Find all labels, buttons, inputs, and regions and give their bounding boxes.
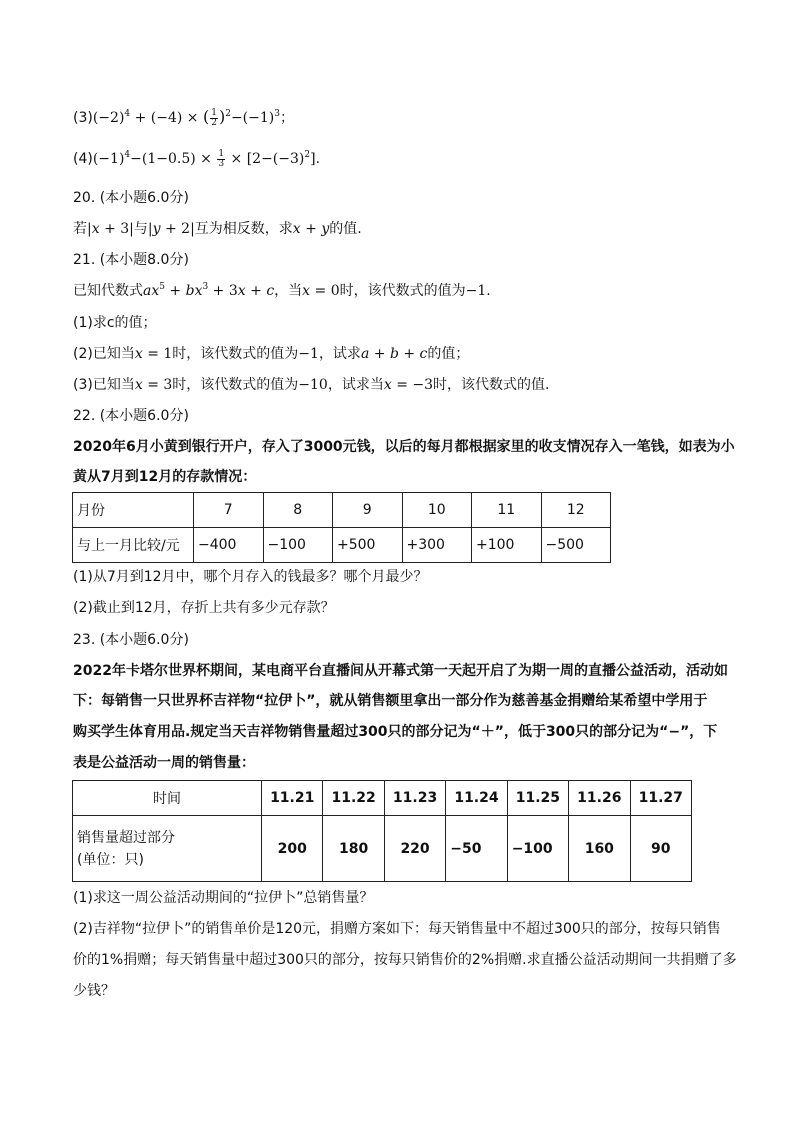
table-cell: −50 [446,816,507,882]
table-cell: 与上一月比较/元 [73,528,194,563]
table-cell: −500 [541,528,611,563]
text: 互为相反数，求 [194,221,293,237]
table-cell: 160 [569,816,630,882]
q20-header: 20. (本小题6.0分) [73,190,189,206]
table-cell: 7 [194,493,264,528]
table-row [73,816,692,882]
q21-sub1: (1)求c的值； [73,315,157,331]
table-cell: 11.27 [630,781,691,816]
table-cell: 200 [262,816,323,882]
text: ，试求当 [327,377,384,393]
table-cell: −100 [507,816,568,882]
part-label: (3) [73,110,93,126]
q23-line1: 2022年卡塔尔世界杯期间，某电商平台直播间从开幕式第一天起开启了为期一周的直播公益活动，活动如 [73,663,728,679]
table-cell [73,816,262,882]
q23-table [72,780,692,882]
table-cell: +300 [402,528,472,563]
table-cell: 11.26 [569,781,630,816]
q22-sub1: (1)从7月到12月中，哪个月存入的钱最多？哪个月最少？ [73,569,428,585]
q19-part3: $(3)(-2)^4 + (-4)$ × ( $\frac{1}{2}$ )$^2-(-1)^3$； [73,107,294,128]
table-cell: 220 [384,816,445,882]
q19-part4: $(4)(-1)^4-(1-0.5)$ × $\frac{1}{3}$ × $[2-(-3)^2]$. [73,148,321,169]
text: 的值. [329,221,362,237]
table-cell: +500 [333,528,403,563]
table-cell: 11.22 [323,781,384,816]
text: 的值； [427,346,470,362]
table-cell: 11.23 [384,781,445,816]
q21-header: 21. (本小题8.0分) [73,252,189,268]
q23-line4: 表是公益活动一周的销售量： [73,755,255,771]
text: 时，该代数式的值为 [339,283,466,299]
q23-header: 23. (本小题6.0分) [73,632,189,648]
table-row [73,493,611,528]
table-cell: 11.25 [507,781,568,816]
text: (2)已知当 [73,346,135,362]
text: 时，该代数式的值. [433,377,550,393]
text: 与 [133,221,148,237]
punct: ； [279,110,294,126]
q20-stem: 若|x + 3|与|y + 2|互为相反数，求x + y的值. [73,221,362,237]
q21-sub3: (3)已知当x = 3时，该代数式的值为−10，试求当x = −3时，该代数式的值. [73,377,550,393]
q21-sub2: (2)已知当x = 1时，该代数式的值为−1，试求a + b + c的值； [73,346,470,362]
text: ，当 [274,283,303,299]
table-cell: 11.24 [446,781,507,816]
text: 时，该代数式的值为 [172,377,299,393]
q23-sub1: (1)求这一周公益活动期间的“拉伊卜”总销售量？ [73,890,374,906]
table-cell: 9 [333,493,403,528]
text: 已知代数式 [73,283,143,299]
row-label-line2: (单位：只) [77,851,144,868]
table-cell: −100 [263,528,333,563]
text: ，试求 [318,346,361,362]
q23-sub2-line3: 少钱？ [73,983,115,999]
punct: . [315,151,321,167]
table-cell: 10 [402,493,472,528]
q23-line2: 下：每销售一只世界杯吉祥物“拉伊卜”，就从销售额里拿出一部分作为慈善基金捐赠给某希望中学用于 [73,693,708,709]
table-cell: 90 [630,816,691,882]
q23-line3: 购买学生体育用品.规定当天吉祥物销售量超过300只的部分记为“＋”，低于300只的部分记为“−”，下 [73,724,718,740]
table-cell: +100 [472,528,542,563]
q21-stem: 已知代数式$ax^5 + bx^3 + 3x + c$，当x = 0时，该代数式的值为−1. [73,282,491,299]
q22-header: 22. (本小题6.0分) [73,408,189,424]
table-row [73,528,611,563]
q22-line1: 2020年6月小黄到银行开户，存入了3000元钱，以后的每月都根据家里的收支情况存入一笔钱，如表为小 [73,439,735,455]
table-cell: 12 [541,493,611,528]
table-cell: 11.21 [262,781,323,816]
table-cell: 月份 [73,493,194,528]
part-label: (4) [73,151,93,167]
table-cell: 8 [263,493,333,528]
q22-line2: 黄从7月到12月的存款情况： [73,469,257,485]
table-cell: 11 [472,493,542,528]
q23-sub2-line2: 价的1%捐赠；每天销售量中超过300只的部分，按每只销售价的2%捐赠.求直播公益活动期间一共捐赠了多 [73,952,737,968]
table-cell: −400 [194,528,264,563]
table-cell: 180 [323,816,384,882]
text: 时，该代数式的值为 [172,346,299,362]
q22-table [72,492,611,563]
table-cell: 时间 [73,781,262,816]
row-label-line1: 销售量超过部分 [77,829,175,846]
q22-sub2: (2)截止到12月，存折上共有多少元存款？ [73,600,335,616]
table-row [73,781,692,816]
text: (3)已知当 [73,377,135,393]
q23-sub2-line1: (2)吉祥物“拉伊卜”的销售单价是120元，捐赠方案如下：每天销售量中不超过300只的部分，按每只销售 [73,921,721,937]
text: 若 [73,221,87,237]
